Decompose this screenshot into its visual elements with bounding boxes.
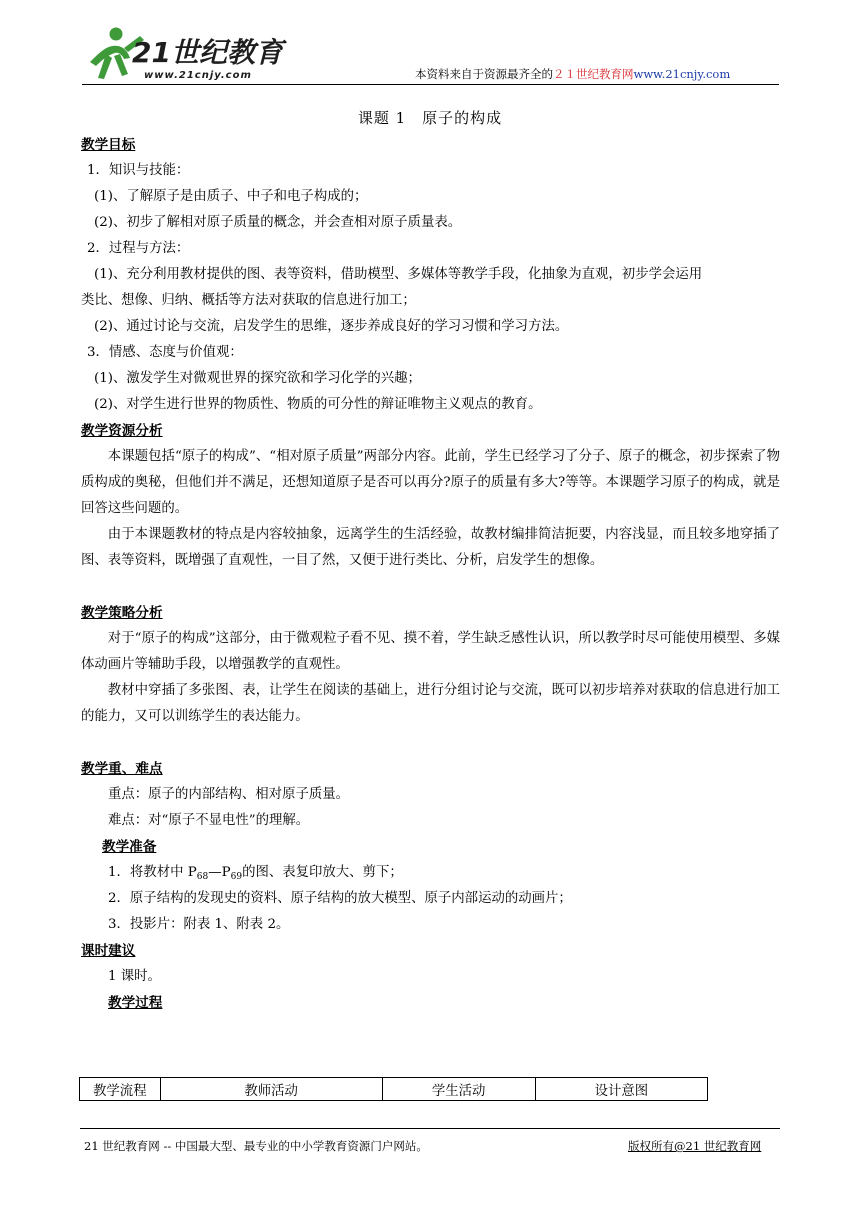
header-note-brand: ２１世纪教育网: [553, 67, 634, 81]
page-title: 课题 1 原子的构成: [357, 109, 503, 127]
goal-line: 3．情感、态度与价值观：: [87, 345, 243, 360]
footer-text: 21 世纪教育网 -- 中国最大型、最专业的中小学教育资源门户网站。: [84, 1139, 428, 1153]
goal-line: 1．知识与技能：: [87, 163, 190, 178]
section-heading-hours: 课时建议: [81, 943, 136, 959]
goal-line: (1)、充分利用教材提供的图、表等资料，借助模型、多媒体等教学手段，化抽象为直观，初步学会运用: [94, 267, 703, 282]
logo-url: www.21cnjy.com: [144, 70, 252, 81]
footer-divider: [80, 1128, 780, 1129]
goal-line: 2．过程与方法：: [87, 241, 190, 256]
goal-line: (2)、通过讨论与交流，启发学生的思维，逐步养成良好的学习习惯和学习方法。: [94, 319, 569, 334]
table-header-cell: 教师活动: [160, 1078, 382, 1101]
table-header-row: [80, 1078, 708, 1101]
logo-text: 21世纪教育: [132, 36, 283, 69]
page-number: 69: [230, 872, 243, 882]
site-logo: [84, 22, 294, 84]
preparation-text: 1．将教材中 P: [108, 865, 197, 880]
logo-figure-head: [110, 28, 123, 41]
key-point-focus: 重点：原子的内部结构、相对原子质量。: [108, 787, 350, 802]
section-heading-strategy: 教学策略分析: [81, 605, 163, 621]
goal-line: (2)、初步了解相对原子质量的概念，并会查相对原子质量表。: [94, 215, 462, 230]
header-note: [415, 66, 730, 82]
preparation-item: 2．原子结构的发现史的资料、原子结构的放大模型、原子内部运动的动画片；: [108, 891, 572, 906]
section-heading-goals: 教学目标: [81, 137, 136, 153]
preparation-text: —P: [208, 865, 231, 880]
preparation-item: 3．投影片：附表 1、附表 2。: [108, 917, 290, 932]
strategy-paragraph: 教材中穿插了多张图、表，让学生在阅读的基础上，进行分组讨论与交流，既可以初步培养对获取的信息进行加工的能力，又可以训练学生的表达能力。: [81, 683, 780, 724]
header-note-url[interactable]: www.21cnjy.com: [633, 67, 731, 81]
strategy-paragraph: 对于“原子的构成”这部分，由于微观粒子看不见、摸不着，学生缺乏感性认识，所以教学时尽可能使用模型、多媒体动画片等辅助手段，以增强教学的直观性。: [81, 631, 780, 672]
process-table: [79, 1077, 708, 1101]
page-number: 68: [196, 872, 209, 882]
table-header-cell: 学生活动: [382, 1078, 535, 1101]
goal-line: (2)、对学生进行世界的物质性、物质的可分性的辩证唯物主义观点的教育。: [94, 397, 542, 412]
table-header-cell: 设计意图: [535, 1078, 707, 1101]
resources-paragraph: 由于本课题教材的特点是内容较抽象，远离学生的生活经验，故教材编排简洁扼要，内容浅显，而且较多地穿插了图、表等资料，既增强了直观性，一目了然，又便于进行类比、分析，启发学生的想像。: [81, 527, 780, 568]
section-heading-key-points: 教学重、难点: [81, 761, 163, 777]
header-note-prefix: 本资料来自于资源最齐全的: [415, 67, 553, 81]
section-heading-process: 教学过程: [108, 995, 163, 1011]
resources-paragraph: 本课题包括“原子的构成”、“相对原子质量”两部分内容。此前，学生已经学习了分子、原子的概念，初步探索了物质构成的奥秘，但他们并不满足，还想知道原子是否可以再分?原子的质量有多大?等等。本课题学习原子的构成，就是回答这些问题的。: [81, 449, 780, 516]
header-divider: [82, 84, 779, 85]
goal-line: 类比、想像、归纳、概括等方法对获取的信息进行加工；: [81, 293, 416, 308]
preparation-text: 的图、表复印放大、剪下；: [242, 865, 403, 880]
table-header-cell: 教学流程: [80, 1078, 161, 1101]
goal-line: (1)、了解原子是由质子、中子和电子构成的；: [94, 189, 368, 204]
preparation-item: [108, 860, 403, 886]
section-heading-preparation: 教学准备: [102, 839, 157, 855]
key-point-difficulty: 难点：对“原子不显电性”的理解。: [108, 813, 310, 828]
section-heading-resources: 教学资源分析: [81, 423, 163, 439]
footer-copyright-link[interactable]: 版权所有@21 世纪教育网: [628, 1139, 762, 1153]
hours-value: 1 课时。: [108, 969, 161, 984]
goal-line: (1)、激发学生对微观世界的探究欲和学习化学的兴趣；: [94, 371, 421, 386]
